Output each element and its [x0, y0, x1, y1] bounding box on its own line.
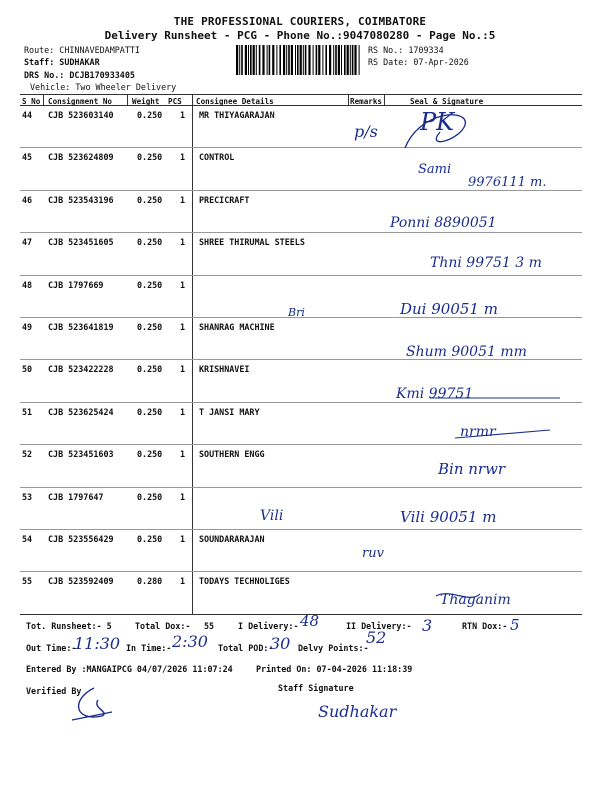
in-time-label: In Time:- [126, 643, 172, 653]
row-consignment-no: CJB 523641819 [48, 322, 114, 332]
row-consignment-no: CJB 523556429 [48, 534, 114, 544]
row-pcs: 1 [180, 364, 186, 375]
row-sno: 52 [22, 449, 33, 460]
out-time-value: 11:30 [74, 634, 121, 653]
row-weight: 0.250 [137, 322, 163, 332]
signature-stroke [405, 115, 465, 148]
total-pod-label: Total POD:- [218, 643, 274, 653]
total-dox-value: 55 [204, 621, 215, 631]
handwritten-signature: Bin nrwr [438, 460, 506, 478]
runsheet-subtitle: Delivery Runsheet - PCG - Phone No.:9047080280 - Page No.:5 [104, 29, 496, 42]
row-consignee: T JANSI MARY [199, 406, 260, 417]
handwritten-signature: Sami [418, 162, 452, 177]
in-time-value: 2:30 [172, 632, 208, 651]
handwritten-remark: Vili [260, 508, 284, 524]
route-label: Route: CHINNAVEDAMPATTI [24, 45, 140, 55]
row-consignment-no: CJB 523592409 [48, 576, 114, 587]
row-weight: 0.280 [137, 576, 163, 587]
verified-signature-stroke [72, 712, 112, 720]
row-pcs: 1 [180, 237, 186, 248]
handwritten-remark: Bri [288, 306, 305, 319]
row-consignee: SHANRAG MACHINE [199, 322, 275, 332]
handwritten-signature: Thni 99751 3 m [430, 255, 542, 271]
col-header-pcs: PCS [168, 97, 182, 106]
row-consignee: KRISHNAVEI [199, 364, 250, 375]
row-consignment-no: CJB 523625424 [48, 406, 114, 417]
handwritten-signature: Kmi 99751 [396, 386, 474, 402]
row-consignee: PRECICRAFT [199, 194, 250, 205]
handwritten-remark: ruv [362, 546, 384, 561]
row-pcs: 1 [180, 279, 186, 290]
row-consignment-no: CJB 523603140 [48, 110, 114, 120]
row-sno: 55 [22, 576, 33, 587]
row-pcs: 1 [180, 491, 186, 502]
row-sno: 46 [22, 194, 33, 205]
handwritten-remark: p/s [354, 122, 378, 141]
row-consignment-no: CJB 523422228 [48, 364, 114, 375]
col-header-consignment: Consignment No [48, 97, 113, 106]
row-pcs: 1 [180, 152, 186, 163]
handwritten-signature: Dui 90051 m [400, 300, 498, 318]
row-consignee: MR THIYAGARAJAN [199, 110, 275, 120]
handwritten-signature: Vili 90051 m [400, 508, 497, 526]
row-consignment-no: CJB 523451603 [48, 449, 114, 460]
row-weight: 0.250 [137, 194, 163, 205]
row-weight: 0.250 [137, 279, 163, 290]
handwritten-signature: nrmr [460, 424, 496, 440]
tot-runsheet: Tot. Runsheet:- 5 [26, 621, 112, 631]
delvy-points-label: Delvy Points:- [298, 643, 369, 653]
row-consignment-no: CJB 523451605 [48, 237, 114, 248]
row-weight: 0.250 [137, 110, 163, 120]
col-header-weight: Weight [132, 97, 160, 106]
row-weight: 0.250 [137, 364, 163, 375]
vehicle-label: Vehicle: Two Wheeler Delivery [30, 82, 177, 92]
handwritten-signature: Shum 90051 mm [406, 344, 527, 360]
verified-signature-stroke [79, 688, 105, 717]
row-weight: 0.250 [137, 237, 163, 248]
row-consignment-no: CJB 1797669 [48, 279, 104, 290]
printed-on: Printed On: 07-04-2026 11:18:39 [256, 664, 413, 674]
row-sno: 48 [22, 279, 33, 290]
staff-label: Staff: SUDHAKAR [24, 57, 100, 67]
total-dox-label: Total Dox:- [135, 621, 191, 631]
staff-signature-ink: Sudhakar [318, 702, 397, 721]
ii-delivery-label: II Delivery:- [346, 621, 412, 631]
delvy-points-value: 52 [366, 628, 387, 647]
row-sno: 44 [22, 110, 33, 120]
row-sno: 53 [22, 491, 33, 502]
row-weight: 0.250 [137, 406, 163, 417]
rs-no-label: RS No.: 1709334 [368, 45, 444, 55]
total-pod-value: 30 [270, 634, 291, 653]
row-consignee: SOUNDARARAJAN [199, 534, 265, 544]
row-pcs: 1 [180, 110, 186, 120]
row-pcs: 1 [180, 449, 186, 460]
rtn-dox-label: RTN Dox:- [462, 621, 508, 631]
handwritten-signature: 9976111 m. [468, 175, 547, 190]
row-sno: 49 [22, 322, 33, 332]
handwritten-signature: Thaganim [440, 592, 511, 608]
col-header-consignee: Consignee Details [196, 97, 274, 106]
drs-label: DRS No.: DCJB170933405 [24, 70, 135, 80]
row-pcs: 1 [180, 322, 186, 332]
strike-stroke [455, 430, 550, 438]
row-weight: 0.250 [137, 534, 163, 544]
ii-delivery-value: 3 [422, 616, 433, 635]
row-consignee: TODAYS TECHNOLIGES [199, 576, 290, 587]
row-pcs: 1 [180, 194, 186, 205]
row-weight: 0.250 [137, 449, 163, 460]
row-consignment-no: CJB 1797647 [48, 491, 104, 502]
row-consignment-no: CJB 523543196 [48, 194, 114, 205]
staff-signature-label: Staff Signature [278, 683, 354, 693]
rs-date-label: RS Date: 07-Apr-2026 [368, 57, 469, 67]
row-weight: 0.250 [137, 152, 163, 163]
row-consignee: CONTROL [199, 152, 235, 163]
handwritten-signature: Ponni 8890051 [390, 215, 497, 231]
row-weight: 0.250 [137, 491, 163, 502]
row-consignment-no: CJB 523624809 [48, 152, 114, 163]
row-consignee: SHREE THIRUMAL STEELS [199, 237, 305, 248]
rtn-dox-value: 5 [510, 616, 520, 634]
row-sno: 51 [22, 406, 33, 417]
out-time-label: Out Time:- [26, 643, 77, 653]
row-sno: 50 [22, 364, 33, 375]
col-header-remarks: Remarks [350, 97, 383, 106]
signature-stroke [436, 594, 480, 598]
row-sno: 47 [22, 237, 33, 248]
company-title: THE PROFESSIONAL COURIERS, COIMBATORE [173, 15, 427, 28]
row-pcs: 1 [180, 534, 186, 544]
col-header-seal: Seal & Signature [410, 97, 484, 106]
row-consignee: SOUTHERN ENGG [199, 449, 265, 460]
i-delivery-value: 48 [300, 612, 320, 630]
row-sno: 54 [22, 534, 33, 544]
handwritten-signature: PK [420, 108, 455, 136]
row-pcs: 1 [180, 576, 186, 587]
col-header-sno: S No [22, 97, 41, 106]
entered-by: Entered By :MANGAIPCG 04/07/2026 11:07:24 [26, 664, 233, 674]
row-sno: 45 [22, 152, 33, 163]
i-delivery-label: I Delivery:- [238, 621, 299, 631]
row-pcs: 1 [180, 406, 186, 417]
verified-by-label: Verified By [26, 686, 82, 696]
